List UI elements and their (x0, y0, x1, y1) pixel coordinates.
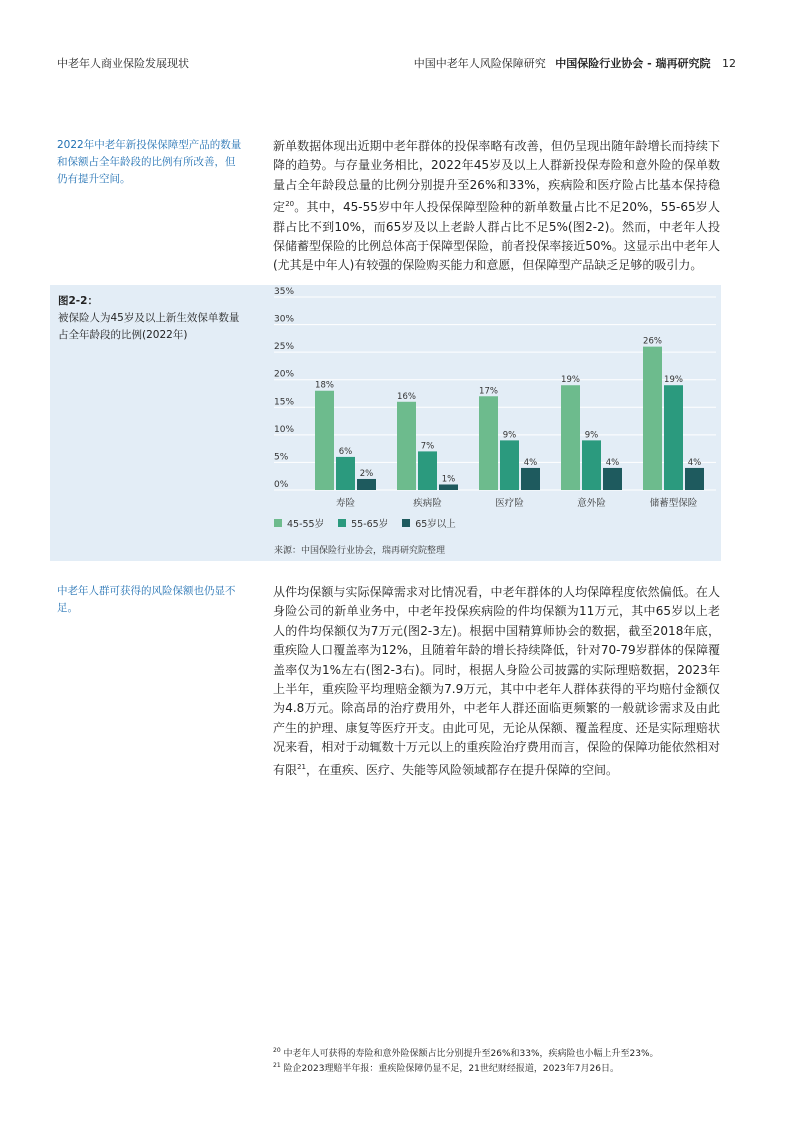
footnote-21: $^{21}$ 险企2023理赔半年报：重疾险保障仍显不足，21世纪财经报道，2023年7月26日。 (273, 1062, 619, 1074)
chart-legend (274, 516, 456, 530)
bar (582, 440, 601, 490)
y-tick-label: 5% (274, 452, 289, 463)
y-tick-label: 0% (274, 480, 289, 490)
footnotes (273, 1045, 659, 1075)
bar-value-label: 4% (687, 457, 702, 468)
y-tick-label: 20% (274, 369, 295, 380)
bar-value-label: 17% (479, 386, 498, 397)
y-tick-label: 15% (274, 397, 295, 408)
bar-value-label: 6% (338, 446, 353, 457)
legend-item-45-55: 45-55岁 (274, 516, 324, 530)
header-organization: 中国保险行业协会 - 瑞再研究院 (555, 57, 711, 70)
bar (397, 402, 416, 490)
legend-item-55-65: 55-65岁 (338, 516, 388, 530)
body-paragraph-2 (273, 583, 720, 780)
bar-value-label: 19% (664, 375, 683, 386)
y-tick-label: 30% (274, 314, 295, 325)
bar (439, 484, 458, 490)
bar-value-label: 4% (523, 457, 538, 468)
bar-value-label: 9% (584, 430, 599, 441)
paragraph-1-part-a: 新单数据体现出近期中老年群体的投保率略有改善，但仍呈现出随年龄增长而持续下降的趋势。与存量业务相比，2022年45岁及以上人群新投保寿险和意外险的保单数量占全年龄段总量的比例分别提升至26%和33%，疾病险和医疗险占比基本保持稳定 (273, 139, 720, 215)
bar (643, 347, 662, 490)
footnote-ref-21[interactable]: 21 (297, 762, 306, 771)
bar-value-label: 18% (315, 380, 334, 391)
bar-value-label: 7% (420, 441, 435, 452)
x-category-label: 疾病险 (413, 498, 442, 509)
legend-swatch-45-55 (274, 519, 282, 527)
page-number: 12 (722, 57, 736, 70)
y-tick-label: 25% (274, 342, 295, 353)
legend-swatch-55-65 (338, 519, 346, 527)
bar (315, 391, 334, 490)
x-category-label: 医疗险 (495, 498, 524, 509)
bar-value-label: 9% (502, 430, 517, 441)
bar-value-label: 1% (441, 474, 456, 485)
bar-value-label: 16% (397, 391, 416, 402)
bar (418, 451, 437, 490)
x-category-label: 意外险 (577, 498, 606, 509)
side-note-1: 2022年中老年新投保保障型产品的数量和保额占全年龄段的比例有所改善，但仍有提升空间。 (57, 139, 242, 185)
bar (685, 468, 704, 490)
header-report-title: 中国中老年人风险保障研究 (413, 57, 546, 70)
bar-value-label: 4% (605, 457, 620, 468)
bar (603, 468, 622, 490)
figure-source: 来源：中国保险行业协会，瑞再研究院整理 (274, 546, 446, 556)
running-header-left: 中老年人商业保险发展现状 (57, 57, 189, 70)
bar-value-label: 26% (643, 336, 662, 347)
side-note-2: 中老年人群可获得的风险保额也仍显不足。 (57, 585, 236, 614)
bar (500, 440, 519, 490)
bar-value-label: 2% (359, 468, 374, 479)
bar (336, 457, 355, 490)
legend-item-65plus: 65岁以上 (402, 516, 456, 530)
footnote-20: $^{20}$ 中老年人可获得的寿险和意外险保额占比分别提升至26%和33%，疾病险也小幅上升至23%。 (273, 1047, 659, 1059)
bar (561, 385, 580, 490)
y-tick-label: 10% (274, 424, 295, 435)
bar (357, 479, 376, 490)
bar (479, 396, 498, 490)
figure-caption: 被保险人为45岁及以上新生效保单数量占全年龄段的比例(2022年) (58, 312, 240, 341)
legend-swatch-65plus (402, 519, 410, 527)
bar (664, 385, 683, 490)
paragraph-2-part-a: 从件均保额与实际保障需求对比情况看，中老年群体的人均保障程度依然偏低。在人身险公司的新单业务中，中老年投保疾病险的件均保额为11万元，其中65岁以上老人的件均保额仅为7万元(图2-3左)。根据中国精算师协会的数据，截至2018年底，重疾险人口覆盖率为12%，且随着年龄的增长持续降低，针对70-79岁群体的保障覆盖率仅为1%左右(图2-3右)。同时，根据人身险公司披露的实际理赔数据，2023年上半年，重疾险平均理赔金额为7.9万元，其中中老年人群体获得的平均赔付金额仅为4.8万元。除高昂的治疗费用外，中老年人群还面临更频繁的一般就诊需求及由此产生的护理、康复等医疗开支。由此可见，无论从保额、覆盖程度、还是实际理赔状况来看，相对于动辄数十万元以上的重疾险治疗费用而言，保险的保障功能依然相对有限 (273, 585, 720, 777)
bar-value-label: 19% (561, 375, 580, 386)
paragraph-2-part-b: ，在重疾、医疗、失能等风险领域都存在提升保障的空间。 (305, 762, 618, 777)
bar (521, 468, 540, 490)
body-paragraph-1 (273, 137, 720, 276)
x-category-label: 储蓄型保险 (649, 498, 698, 509)
figure-number: 图2-2： (58, 295, 98, 307)
figure-panel (50, 285, 721, 561)
x-category-label: 寿险 (335, 498, 356, 509)
paragraph-1-part-b: 。其中，45-55岁中年人投保保障型险种的新单数量占比不足20%，55-65岁人群占比不到10%，而65岁及以上老龄人群占比不足5%(图2-2)。然而，中老年人投保储蓄型保险的比例总体高于保障型保险，前者投保率接近50%。这显示出中老年人(尤其是中年人)有较强的保险购买能力和意愿，但保障型产品缺乏足够的吸引力。 (273, 200, 720, 273)
y-tick-label: 35% (274, 287, 295, 297)
footnote-ref-20[interactable]: 20 (285, 200, 295, 209)
running-header-right (414, 55, 736, 71)
